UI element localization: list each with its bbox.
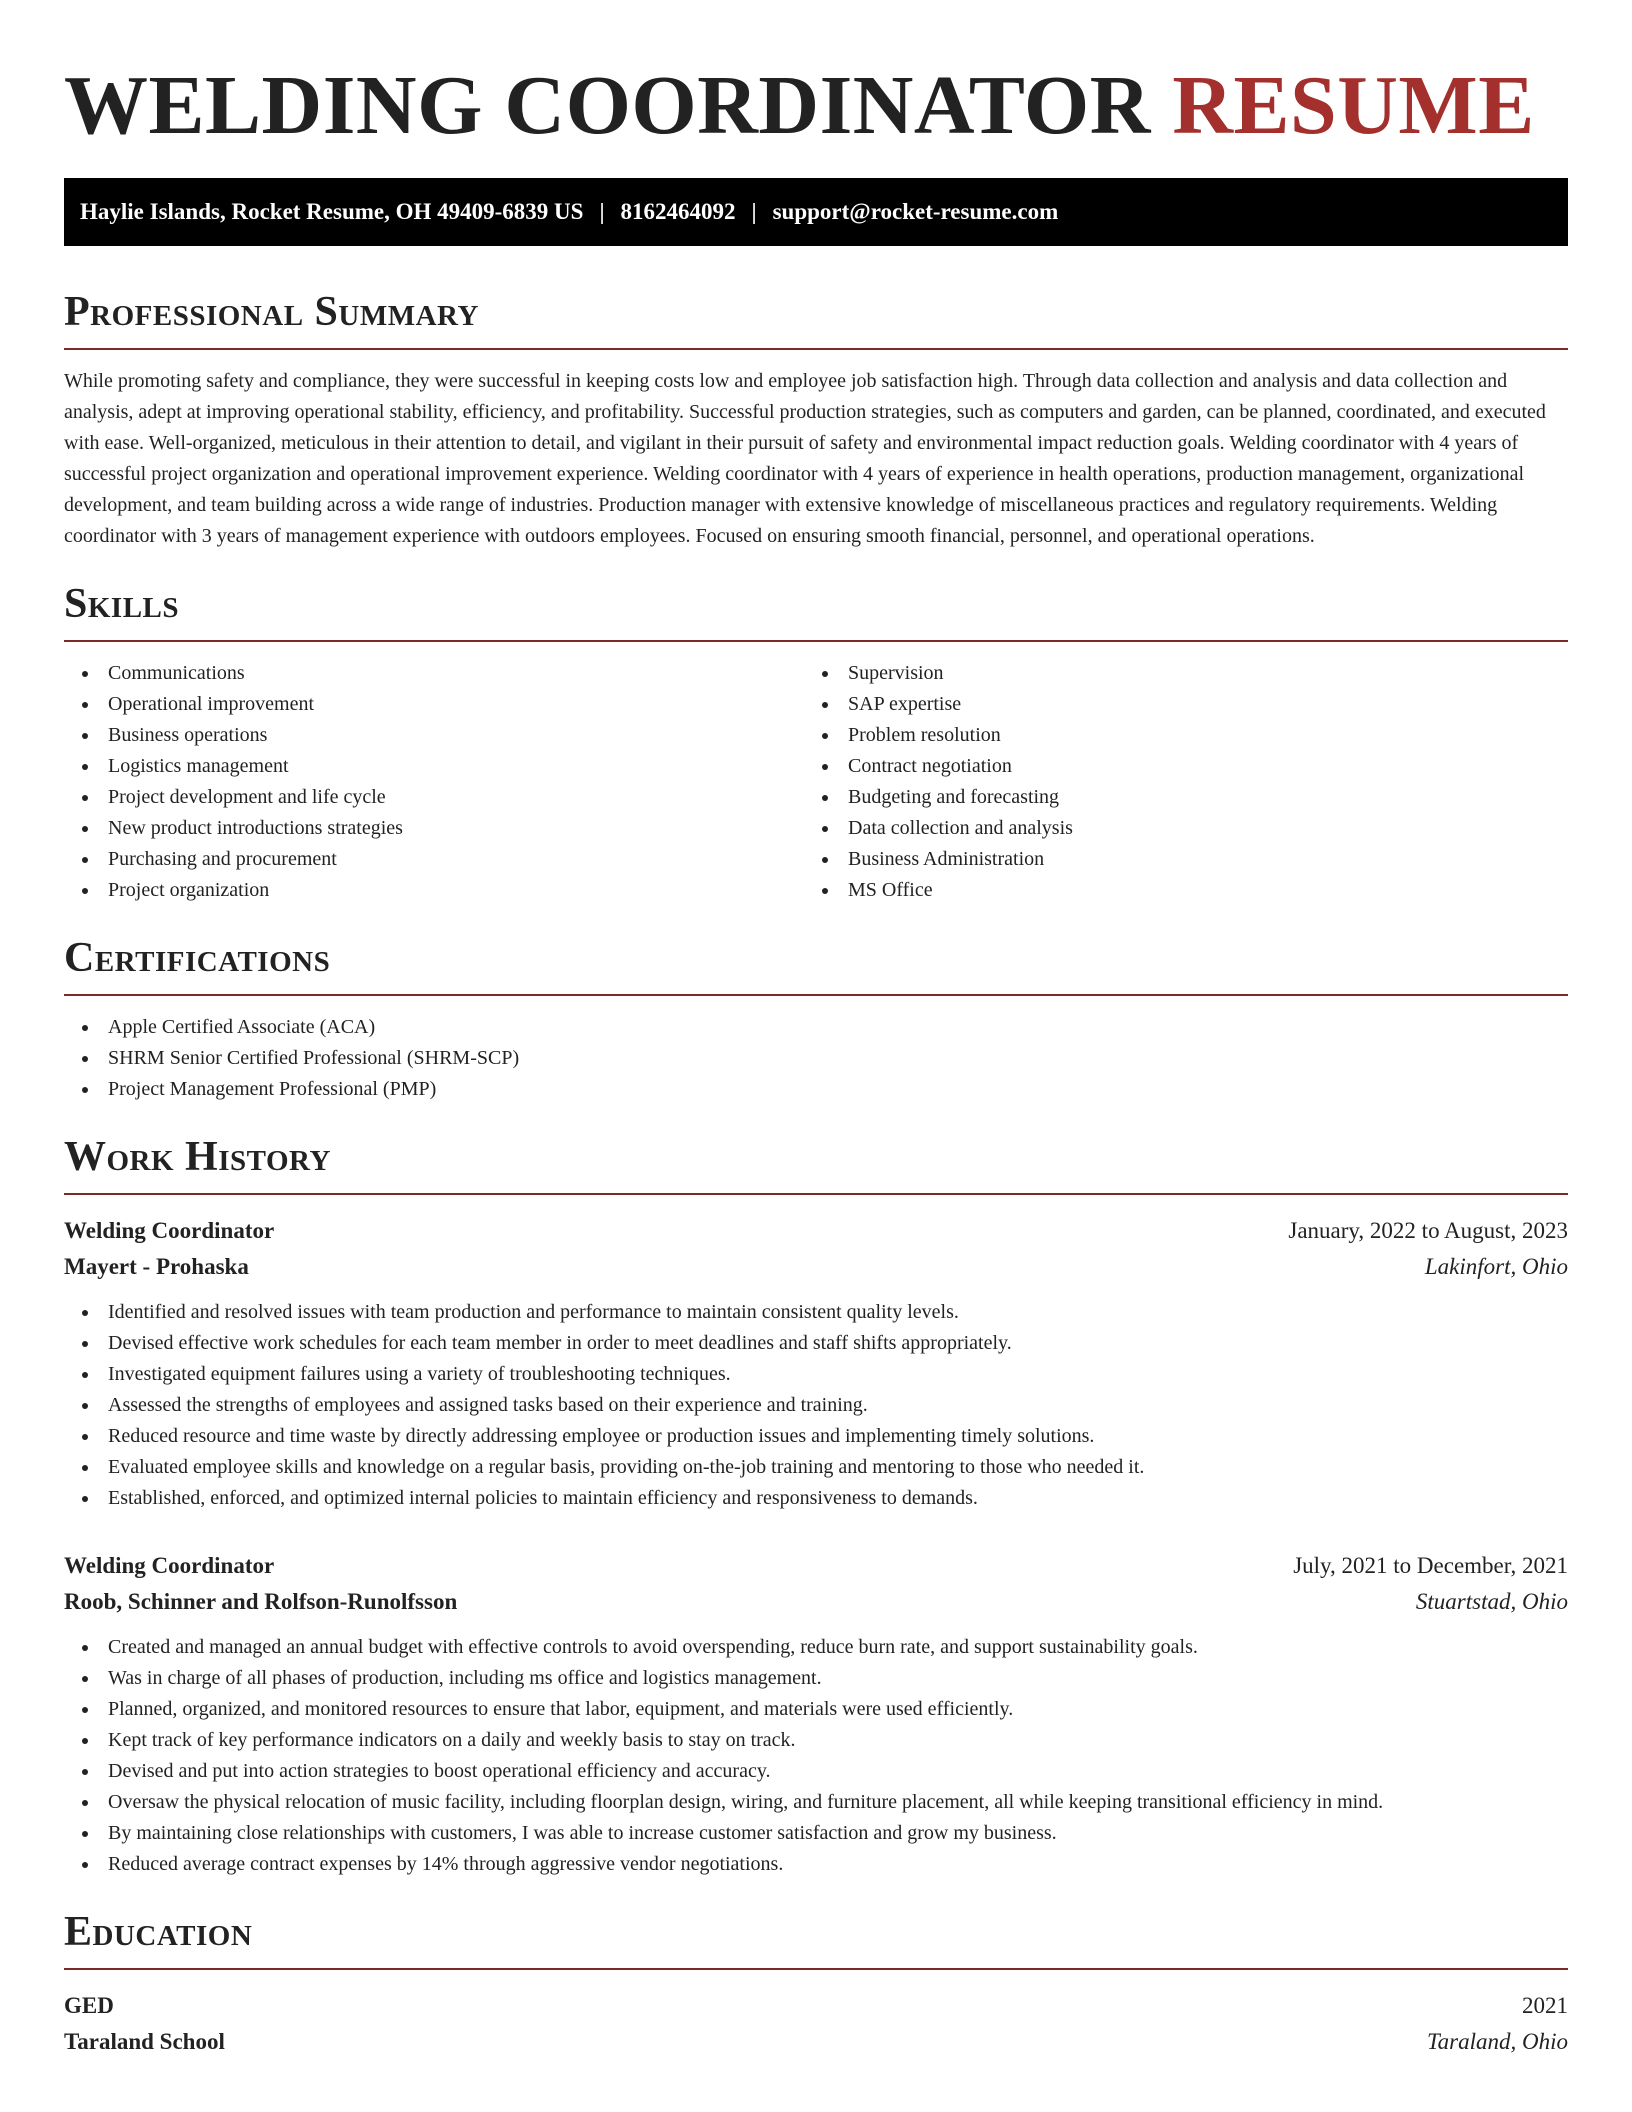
job-location: Lakinfort, Ohio <box>1424 1254 1568 1279</box>
skills-grid <box>64 658 1568 906</box>
certification-item: SHRM Senior Certified Professional (SHRM-SCP) <box>64 1043 1568 1074</box>
title-main: WELDING COORDINATOR <box>64 59 1151 152</box>
job-header-row <box>64 1213 1568 1249</box>
certifications-list <box>64 1012 1568 1105</box>
job-bullet: Investigated equipment failures using a variety of troubleshooting techniques. <box>64 1359 1568 1390</box>
job-bullet: Devised effective work schedules for each team member in order to meet deadlines and staff shifts appropriately. <box>64 1328 1568 1359</box>
job-bullet: Created and managed an annual budget with effective controls to avoid overspending, reduce burn rate, and support sustainability goals. <box>64 1632 1568 1663</box>
job-bullet: By maintaining close relationships with customers, I was able to increase customer satisfaction and grow my business. <box>64 1818 1568 1849</box>
certifications-heading: Certifications <box>64 934 1568 996</box>
job-bullet: Established, enforced, and optimized internal policies to maintain efficiency and responsiveness to demands. <box>64 1483 1568 1514</box>
contact-email: support@rocket-resume.com <box>772 199 1059 224</box>
summary-section <box>64 288 1568 552</box>
education-section <box>64 1908 1568 2060</box>
contact-bar <box>64 178 1568 246</box>
job-bullets <box>64 1297 1568 1514</box>
certification-item: Apple Certified Associate (ACA) <box>64 1012 1568 1043</box>
skills-section <box>64 580 1568 906</box>
education-school: Taraland School <box>64 2029 225 2054</box>
education-year: 2021 <box>1522 1993 1568 2018</box>
education-location: Taraland, Ohio <box>1426 2029 1568 2054</box>
job-bullet: Assessed the strengths of employees and assigned tasks based on their experience and training. <box>64 1390 1568 1421</box>
contact-separator: | <box>751 199 757 224</box>
education-school-row <box>64 2024 1568 2060</box>
job-company-row <box>64 1584 1568 1620</box>
skill-item: Contract negotiation <box>804 751 1544 782</box>
skill-item: Problem resolution <box>804 720 1544 751</box>
contact-separator: | <box>599 199 605 224</box>
job-bullet: Kept track of key performance indicators on a daily and weekly basis to stay on track. <box>64 1725 1568 1756</box>
job-bullet: Planned, organized, and monitored resources to ensure that labor, equipment, and materials were used efficiently. <box>64 1694 1568 1725</box>
skill-item: Supervision <box>804 658 1544 689</box>
certification-item: Project Management Professional (PMP) <box>64 1074 1568 1105</box>
skill-item: Communications <box>64 658 804 689</box>
contact-address: Haylie Islands, Rocket Resume, OH 49409-6839 US <box>80 199 584 224</box>
education-degree: GED <box>64 1993 114 2018</box>
skill-item: New product introductions strategies <box>64 813 804 844</box>
skill-item: Logistics management <box>64 751 804 782</box>
job-entry <box>64 1213 1568 1514</box>
skills-list-left <box>64 658 804 906</box>
resume-title <box>64 58 1568 154</box>
education-entry <box>64 1988 1568 2060</box>
certifications-section <box>64 934 1568 1105</box>
job-company-row <box>64 1249 1568 1285</box>
skill-item: Purchasing and procurement <box>64 844 804 875</box>
skill-item: Business operations <box>64 720 804 751</box>
job-title: Welding Coordinator <box>64 1553 275 1578</box>
job-company: Roob, Schinner and Rolfson-Runolfsson <box>64 1589 458 1614</box>
summary-text: While promoting safety and compliance, they were successful in keeping costs low and employee job satisfaction high. Through data collection and analysis and data collection and analysis, adept at improving operational stability, efficiency, and profitability. Successful production strategies, such as computers and garden, can be planned, coordinated, and executed with ease. Well-organized, meticulous in their attention to detail, and vigilant in their pursuit of safety and environmental impact reduction goals. Welding coordinator with 4 years of successful project organization and operational improvement experience. Welding coordinator with 4 years of experience in health operations, production management, organizational development, and team building across a wide range of industries. Production manager with extensive knowledge of miscellaneous practices and regulatory requirements. Welding coordinator with 3 years of management experience with outdoors employees. Focused on ensuring smooth financial, personnel, and operational operations. <box>64 370 1546 547</box>
resume-page <box>64 0 1568 2060</box>
job-bullet: Identified and resolved issues with team production and performance to maintain consistent quality levels. <box>64 1297 1568 1328</box>
contact-phone: 8162464092 <box>620 199 736 224</box>
job-bullets <box>64 1632 1568 1880</box>
skills-list-right <box>804 658 1544 906</box>
job-entry <box>64 1548 1568 1880</box>
skill-item: Budgeting and forecasting <box>804 782 1544 813</box>
job-bullet: Devised and put into action strategies to boost operational efficiency and accuracy. <box>64 1756 1568 1787</box>
job-title: Welding Coordinator <box>64 1218 275 1243</box>
skill-item: Business Administration <box>804 844 1544 875</box>
skills-heading: Skills <box>64 580 1568 642</box>
skill-item: Project development and life cycle <box>64 782 804 813</box>
summary-heading: Professional Summary <box>64 288 1568 350</box>
title-accent: RESUME <box>1172 59 1535 152</box>
job-bullet: Reduced resource and time waste by directly addressing employee or production issues and implementing timely solutions. <box>64 1421 1568 1452</box>
job-bullet: Oversaw the physical relocation of music facility, including floorplan design, wiring, and furniture placement, all while keeping transitional efficiency in mind. <box>64 1787 1568 1818</box>
skill-item: Data collection and analysis <box>804 813 1544 844</box>
skill-item: SAP expertise <box>804 689 1544 720</box>
skill-item: Project organization <box>64 875 804 906</box>
education-heading: Education <box>64 1908 1568 1970</box>
education-degree-row <box>64 1988 1568 2024</box>
job-location: Stuartstad, Ohio <box>1415 1589 1568 1614</box>
job-bullet: Reduced average contract expenses by 14% through aggressive vendor negotiations. <box>64 1849 1568 1880</box>
skill-item: MS Office <box>804 875 1544 906</box>
skill-item: Operational improvement <box>64 689 804 720</box>
job-company: Mayert - Prohaska <box>64 1254 249 1279</box>
job-header-row <box>64 1548 1568 1584</box>
job-dates: July, 2021 to December, 2021 <box>1293 1553 1568 1578</box>
work-history-section <box>64 1133 1568 1880</box>
work-history-heading: Work History <box>64 1133 1568 1195</box>
job-dates: January, 2022 to August, 2023 <box>1288 1218 1568 1243</box>
job-bullet: Evaluated employee skills and knowledge on a regular basis, providing on-the-job training and mentoring to those who needed it. <box>64 1452 1568 1483</box>
job-bullet: Was in charge of all phases of production, including ms office and logistics management. <box>64 1663 1568 1694</box>
